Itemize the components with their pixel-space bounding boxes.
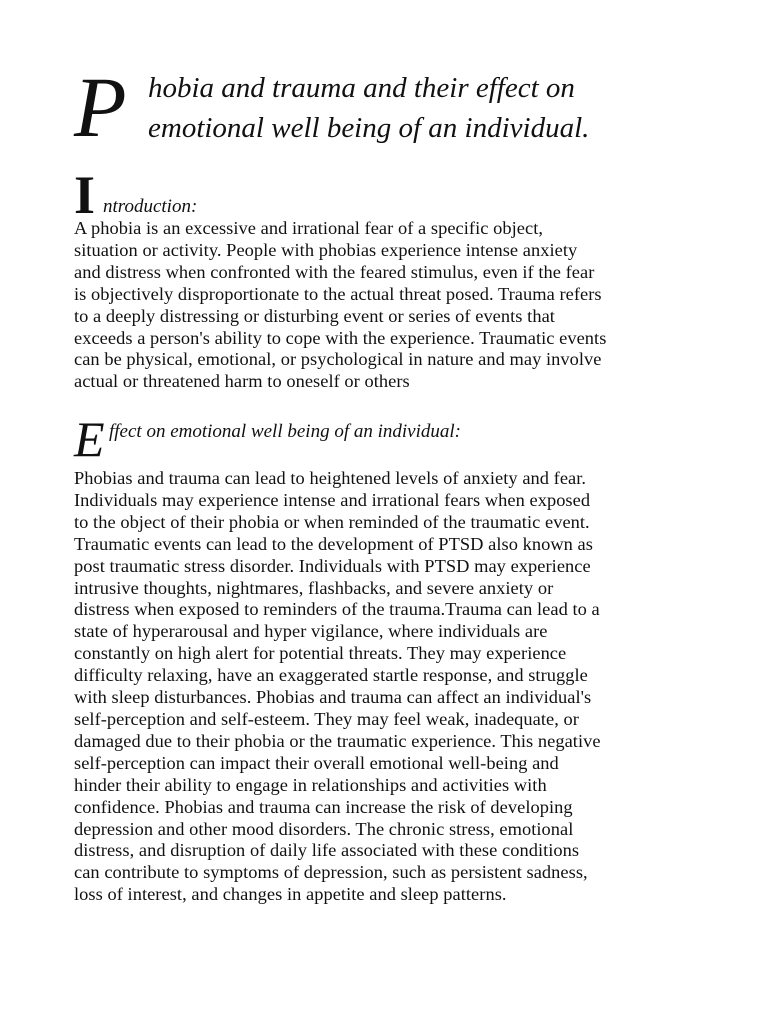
paragraph-line: confidence. Phobias and trauma can increase the risk of developing [74, 796, 573, 817]
introduction-heading-text: ntroduction: [103, 196, 198, 217]
paragraph-line: distress when exposed to reminders of the trauma.Trauma can lead to a [74, 599, 600, 620]
paragraph-line: Phobias and trauma can lead to heightened levels of anxiety and fear. [74, 468, 587, 488]
effect-dropcap: E [74, 411, 105, 467]
effect-heading [74, 411, 714, 467]
title-line: emotional well being of an individual. [148, 112, 590, 144]
paragraph-line: exceeds a person's ability to cope with the experience. Traumatic events [74, 327, 607, 348]
paragraph-line: A phobia is an excessive and irrational fear of a specific object, [74, 218, 544, 238]
paragraph-line: depression and other mood disorders. The chronic stress, emotional [74, 818, 574, 839]
effect-paragraph [74, 468, 714, 906]
paragraph-line: to a deeply distressing or disturbing event or series of events that [74, 305, 555, 326]
introduction-paragraph [74, 218, 714, 393]
paragraph-line: self-perception and self-esteem. They may feel weak, inadequate, or [74, 708, 579, 729]
paragraph-line: difficulty relaxing, have an exaggerated startle response, and struggle [74, 665, 588, 686]
paragraph-line: Individuals may experience intense and irrational fears when exposed [74, 489, 591, 510]
paragraph-line: can be physical, emotional, or psychological in nature and may involve [74, 349, 602, 370]
paragraph-line: post traumatic stress disorder. Individuals with PTSD may experience [74, 555, 591, 576]
introduction-heading [74, 165, 674, 225]
paragraph-line: Traumatic events can lead to the development of PTSD also known as [74, 533, 593, 554]
paragraph-line: constantly on high alert for potential threats. They may experience [74, 643, 567, 664]
paragraph-line: self-perception can impact their overall emotional well-being and [74, 752, 559, 773]
paragraph-line: and distress when confronted with the feared stimulus, even if the fear [74, 261, 595, 282]
effect-heading-text: ffect on emotional well being of an individual: [109, 421, 461, 442]
document-title [74, 59, 714, 155]
title-dropcap: P [74, 59, 127, 155]
paragraph-line: intrusive thoughts, nightmares, flashbacks, and severe anxiety or [74, 577, 554, 598]
paragraph-line: distress, and disruption of daily life associated with these conditions [74, 840, 580, 861]
paragraph-line: with sleep disturbances. Phobias and trauma can affect an individual's [74, 687, 592, 708]
paragraph-line: state of hyperarousal and hyper vigilance, where individuals are [74, 621, 548, 642]
paragraph-line: loss of interest, and changes in appetite and sleep patterns. [74, 884, 507, 905]
paragraph-line: situation or activity. People with phobias experience intense anxiety [74, 239, 578, 260]
paragraph-line: hinder their ability to engage in relationships and activities with [74, 774, 547, 795]
paragraph-line: damaged due to their phobia or the traumatic experience. This negative [74, 730, 601, 751]
paragraph-line: is objectively disproportionate to the actual threat posed. Trauma refers [74, 283, 602, 304]
paragraph-line: actual or threatened harm to oneself or others [74, 371, 410, 392]
paragraph-line: can contribute to symptoms of depression, such as persistent sadness, [74, 862, 588, 883]
introduction-dropcap: I [74, 165, 96, 225]
paragraph-line: to the object of their phobia or when reminded of the traumatic event. [74, 511, 590, 532]
title-line: hobia and trauma and their effect on [148, 72, 575, 104]
